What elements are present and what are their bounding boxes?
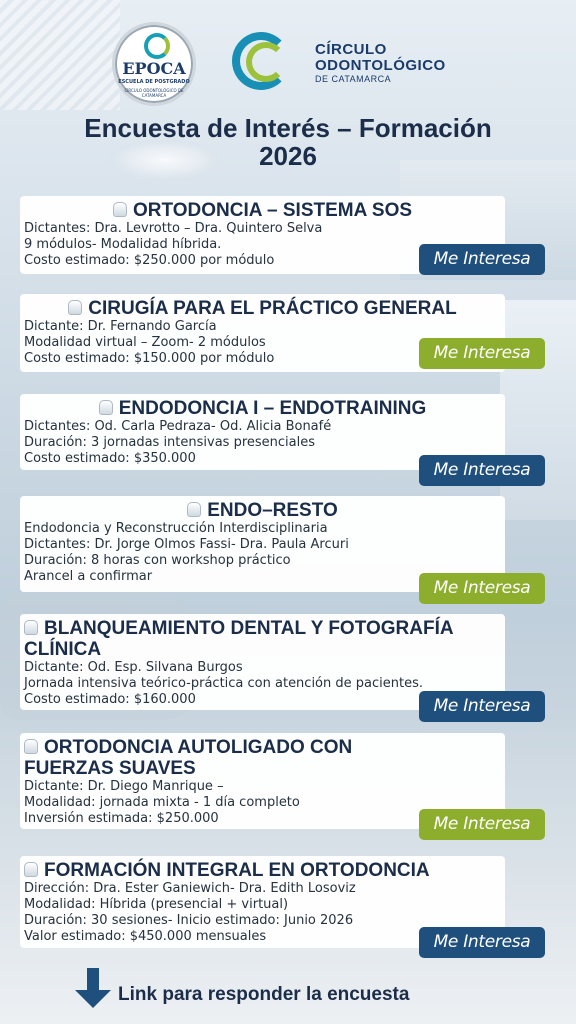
- course-detail: Modalidad: Híbrida (presencial + virtual): [24, 897, 289, 912]
- tooth-icon: [187, 502, 201, 517]
- course-title: CIRUGÍA PARA EL PRÁCTICO GENERAL: [88, 298, 457, 319]
- page-title: [0, 114, 576, 170]
- course-detail: Costo estimado: $160.000: [24, 692, 196, 707]
- course-detail: Dictantes: Dra. Levrotto – Dra. Quintero Selva: [24, 221, 323, 236]
- course-detail: Costo estimado: $350.000: [24, 451, 196, 466]
- course-detail: 9 módulos- Modalidad híbrida.: [24, 237, 222, 252]
- course-title: ORTODONCIA – SISTEMA SOS: [132, 200, 413, 221]
- course-detail: Inversión estimada: $250.000: [24, 811, 219, 826]
- course-title: ENDODONCIA I – ENDOTRAINING: [118, 398, 427, 419]
- course-detail: Duración: 8 horas con workshop práctico: [24, 553, 291, 568]
- background-window: [500, 300, 576, 520]
- course-detail: Duración: 3 jornadas intensivas presenciales: [24, 435, 316, 450]
- circulo-line2: ODONTOLÓGICO: [315, 57, 446, 74]
- epoca-logo: [112, 22, 196, 106]
- course-detail: Modalidad virtual – Zoom- 2 módulos: [24, 335, 266, 350]
- course-detail: Dictantes: Dr. Jorge Olmos Fassi- Dra. Paula Arcuri: [24, 537, 349, 552]
- me-interesa-button[interactable]: Me Interesa: [419, 691, 545, 722]
- header-logos: [0, 18, 576, 108]
- course-detail: Valor estimado: $450.000 mensuales: [24, 929, 267, 944]
- epoca-logo-subtitle: ESCUELA DE POSTGRADO: [118, 79, 190, 85]
- me-interesa-button[interactable]: Me Interesa: [419, 573, 545, 604]
- course-detail: Dictante: Dr. Fernando García: [24, 319, 217, 334]
- course-title-line1: ORTODONCIA AUTOLIGADO CON: [44, 737, 353, 758]
- me-interesa-button[interactable]: Me Interesa: [419, 809, 545, 840]
- circulo-line3: DE CATAMARCA: [315, 74, 392, 84]
- course-detail: Dictante: Od. Esp. Silvana Burgos: [24, 660, 243, 675]
- course-detail: Dirección: Dra. Ester Ganiewich- Dra. Edith Losoviz: [24, 881, 356, 896]
- me-interesa-button[interactable]: Me Interesa: [419, 244, 545, 275]
- course-detail: Dictantes: Od. Carla Pedraza- Od. Alicia Bonafé: [24, 419, 332, 434]
- course-title-line2: FUERZAS SUAVES: [24, 758, 196, 779]
- epoca-ring-icon: [144, 33, 170, 59]
- me-interesa-button[interactable]: Me Interesa: [419, 455, 545, 486]
- course-title-line1: BLANQUEAMIENTO DENTAL Y FOTOGRAFÍA: [44, 618, 454, 639]
- course-detail: Jornada intensiva teórico-práctica con atención de pacientes.: [24, 676, 423, 691]
- tooth-icon: [24, 739, 38, 754]
- tooth-icon: [24, 862, 38, 877]
- page-title-line2: 2026: [259, 141, 317, 171]
- tooth-icon: [113, 202, 127, 217]
- course-detail: Arancel a confirmar: [24, 569, 153, 584]
- epoca-logo-subtitle2: CÍRCULO ODONTOLÓGICO DE CATAMARCA: [124, 88, 184, 98]
- course-detail: Costo estimado: $250.000 por módulo: [24, 253, 275, 268]
- circulo-logo-icon: [232, 32, 302, 90]
- me-interesa-button[interactable]: Me Interesa: [419, 927, 545, 958]
- circulo-logo-text: [315, 42, 446, 84]
- course-detail: Costo estimado: $150.000 por módulo: [24, 351, 275, 366]
- tooth-icon: [99, 400, 113, 415]
- survey-link-text[interactable]: Link para responder la encuesta: [118, 984, 410, 1005]
- course-title-line2: CLÍNICA: [24, 639, 102, 660]
- me-interesa-button[interactable]: Me Interesa: [419, 338, 545, 369]
- course-detail: Duración: 30 sesiones- Inicio estimado: Junio 2026: [24, 913, 354, 928]
- circulo-line1: CÍRCULO: [315, 41, 387, 58]
- tooth-icon: [24, 620, 38, 635]
- course-detail: Modalidad: jornada mixta - 1 día completo: [24, 795, 300, 810]
- course-detail: Endodoncia y Reconstrucción Interdisciplinaria: [24, 521, 328, 536]
- course-detail: Dictante: Dr. Diego Manrique –: [24, 779, 224, 794]
- tooth-icon: [68, 300, 82, 315]
- page-title-line1: Encuesta de Interés – Formación: [84, 113, 492, 143]
- course-title: FORMACIÓN INTEGRAL EN ORTODONCIA: [44, 860, 430, 881]
- epoca-logo-title: EPOCA: [122, 59, 186, 78]
- course-title: ENDO–RESTO: [207, 500, 338, 521]
- survey-link[interactable]: [70, 962, 490, 1012]
